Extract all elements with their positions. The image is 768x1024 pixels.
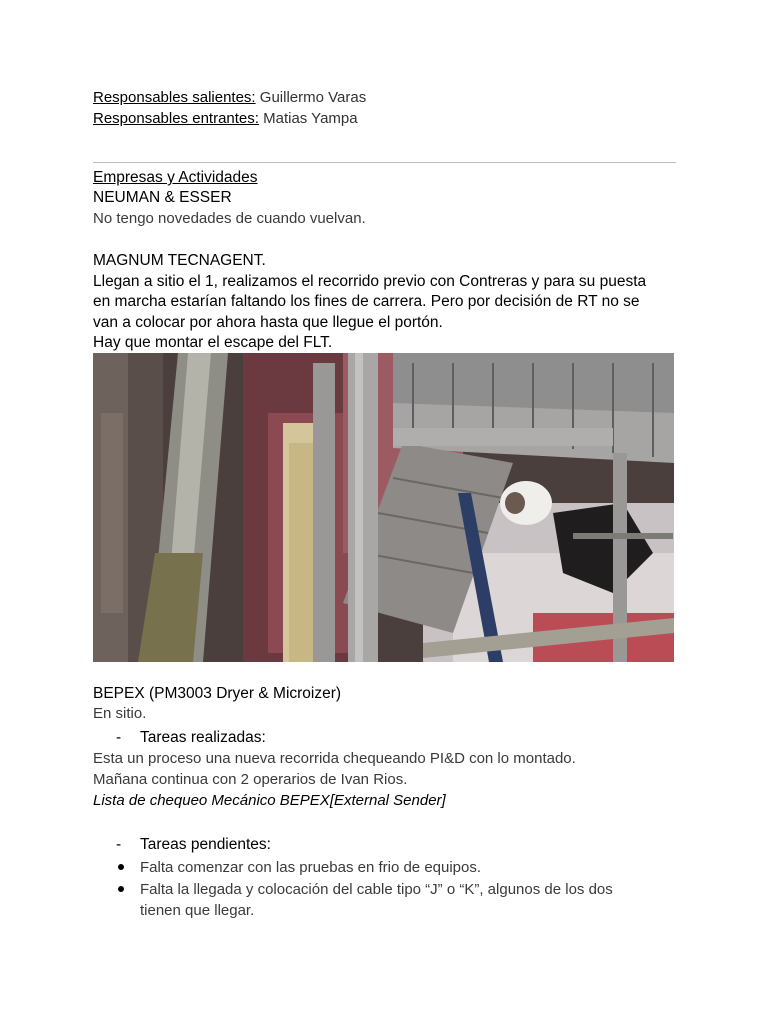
tasks-done-line: Mañana continua con 2 operarios de Ivan Rios. [93, 771, 408, 788]
magnum-title: MAGNUM TECNAGENT. [93, 252, 266, 269]
neuman-text: No tengo novedades de cuando vuelvan. [93, 210, 366, 227]
neuman-title: NEUMAN & ESSER [93, 189, 232, 206]
bullet-marker [118, 886, 124, 892]
pending-item: Falta comenzar con las pruebas en frio de equipos. [140, 859, 482, 876]
tasks-done-heading: Tareas realizadas: [140, 729, 266, 746]
bepex-status: En sitio. [93, 705, 147, 722]
outgoing-value: Guillermo Varas [259, 89, 367, 106]
bullet-marker [118, 864, 124, 870]
incoming-label: Responsables entrantes: [93, 110, 259, 127]
tasks-pending-heading: Tareas pendientes: [140, 836, 271, 853]
bepex-title: BEPEX (PM3003 Dryer & Microizer) [93, 685, 342, 702]
magnum-line: en marcha estarían faltando los fines de carrera. Pero por decisión de RT no se [93, 293, 640, 310]
tasks-done-line: Esta un proceso una nueva recorrida chequeando PI&D con lo montado. [93, 750, 576, 767]
site-photo-illustration [93, 353, 674, 662]
checklist-link[interactable]: Lista de chequeo Mecánico BEPEX[External Sender] [93, 792, 446, 809]
section-title: Empresas y Actividades [93, 169, 258, 186]
outgoing-responsibles [93, 88, 366, 108]
dash-marker: - [116, 729, 122, 746]
dash-marker: - [116, 836, 122, 853]
pending-item-continuation: tienen que llegar. [140, 902, 255, 919]
horizontal-divider [93, 162, 676, 163]
magnum-line: Hay que montar el escape del FLT. [93, 334, 333, 351]
magnum-line: van a colocar por ahora hasta que llegue el portón. [93, 314, 443, 331]
site-photo [93, 353, 674, 662]
pending-item: Falta la llegada y colocación del cable tipo “J” o “K”, algunos de los dos [140, 881, 613, 898]
magnum-line: Llegan a sitio el 1, realizamos el recorrido previo con Contreras y para su puesta [93, 273, 647, 290]
outgoing-label: Responsables salientes: [93, 89, 256, 106]
incoming-responsibles [93, 109, 358, 129]
incoming-value: Matias Yampa [263, 110, 358, 127]
